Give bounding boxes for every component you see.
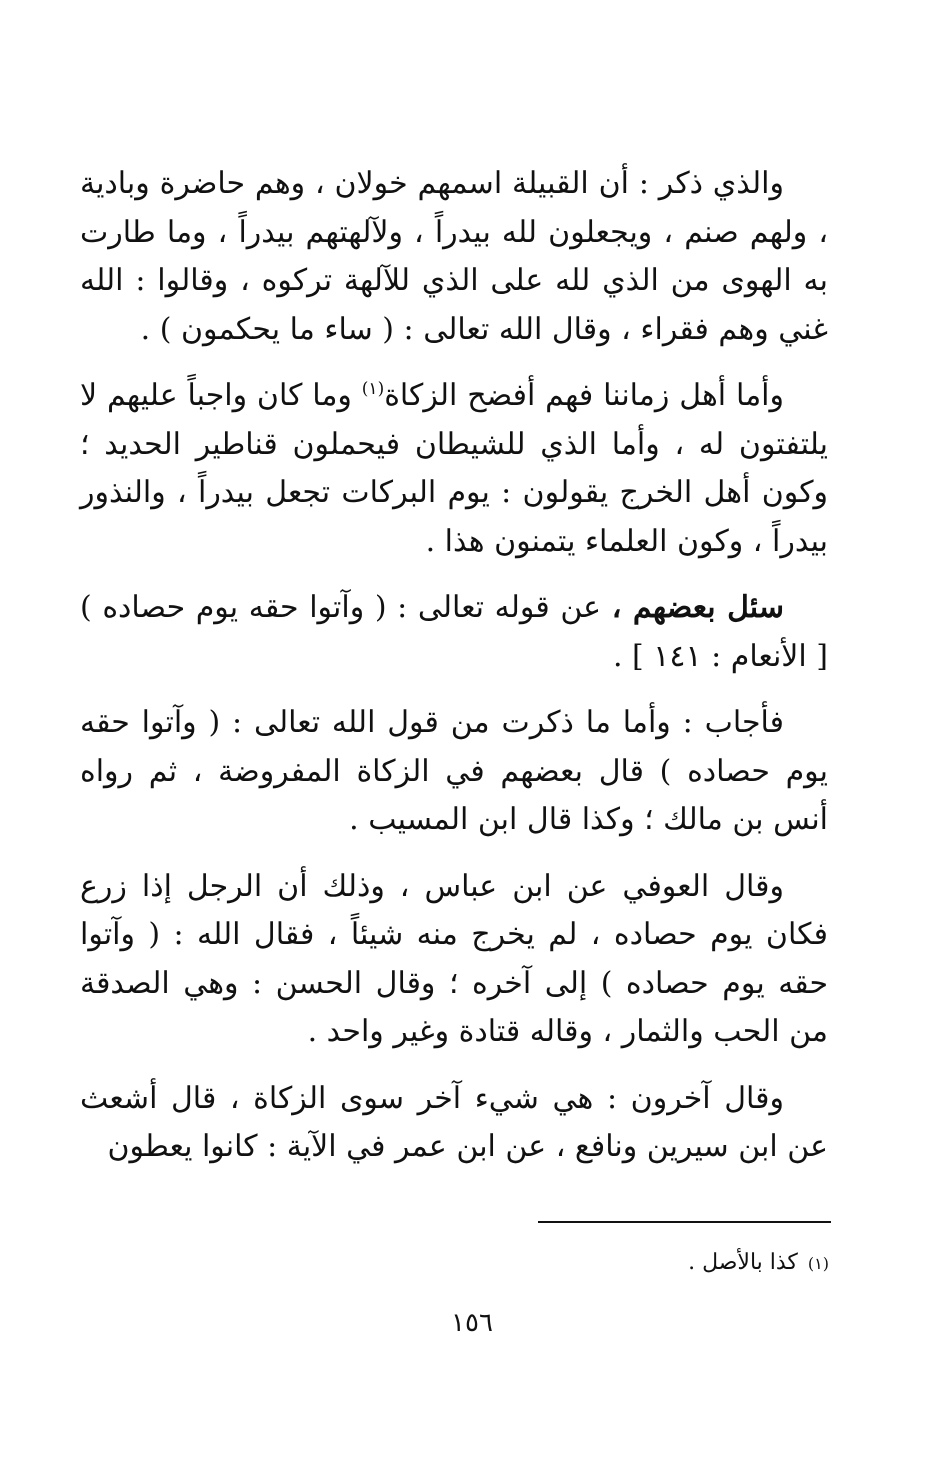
footnote-divider [538,1221,831,1223]
page-body [80,160,828,1190]
paragraph-2 [80,372,828,566]
paragraph-5-text: وقال العوفي عن ابن عباس ، وذلك أن الرجل إذا زرع فكان يوم حصاده ، لم يخرج منه شيئاً ، فقال الله : ( وآتوا حقه يوم حصاده ) إلى آخره ؛ وقال الحسن : وهي الصدقة من الحب والثمار ، وقاله قتادة وغير واحد . [80,868,829,1049]
paragraph-4-text: فأجاب : وأما ما ذكرت من قول الله تعالى : ( وآتوا حقه يوم حصاده ) قال بعضهم في الزكاة المفروضة ، ثم رواه أنس بن مالك ؛ وكذا قال ابن المسيب . [80,705,828,837]
paragraph-6 [80,1075,828,1172]
paragraph-1-text: والذي ذكر : أن القبيلة اسمهم خولان ، وهم حاضرة وبادية ، ولهم صنم ، ويجعلون لله بيدراً ، ولآلهتهم بيدراً ، وما طارت به الهوى من الذي لله على الذي للآلهة تركوه ، وقالوا : الله غني وهم فقراء ، وقال الله تعالى : ( ساء ما يحكمون ) . [80,166,828,347]
page-number: ١٥٦ [451,1308,493,1338]
paragraph-2-text-before: وأما أهل زماننا فهم أفضح الزكاة [384,378,784,413]
paragraph-4 [80,699,828,845]
paragraph-2-text-after: وما كان واجباً عليهم لا يلتفتون له ، وأما الذي للشيطان فيحملون قناطير الحديد ؛ وكون أهل الخرج يقولون : يوم البركات تجعل بيدراً ، والنذور بيدراً ، وكون العلماء يتمنون هذا . [80,378,828,559]
footnote-reference: (١) [361,379,385,399]
footnote [229,1248,829,1279]
footnote-text: كذا بالأصل . [688,1250,798,1275]
paragraph-3 [80,584,828,681]
footnote-marker: (١) [807,1254,829,1273]
paragraph-1 [80,160,828,354]
paragraph-5 [80,863,828,1057]
paragraph-3-lead: سئل بعضهم ، [611,590,784,625]
paragraph-6-text: وقال آخرون : هي شيء آخر سوى الزكاة ، قال أشعث عن ابن سيرين ونافع ، عن ابن عمر في الآية : كانوا يعطون [80,1080,828,1164]
paragraph-3-text: عن قوله تعالى : ( وآتوا حقه يوم حصاده ) [ الأنعام : ١٤١ ] . [80,590,828,674]
